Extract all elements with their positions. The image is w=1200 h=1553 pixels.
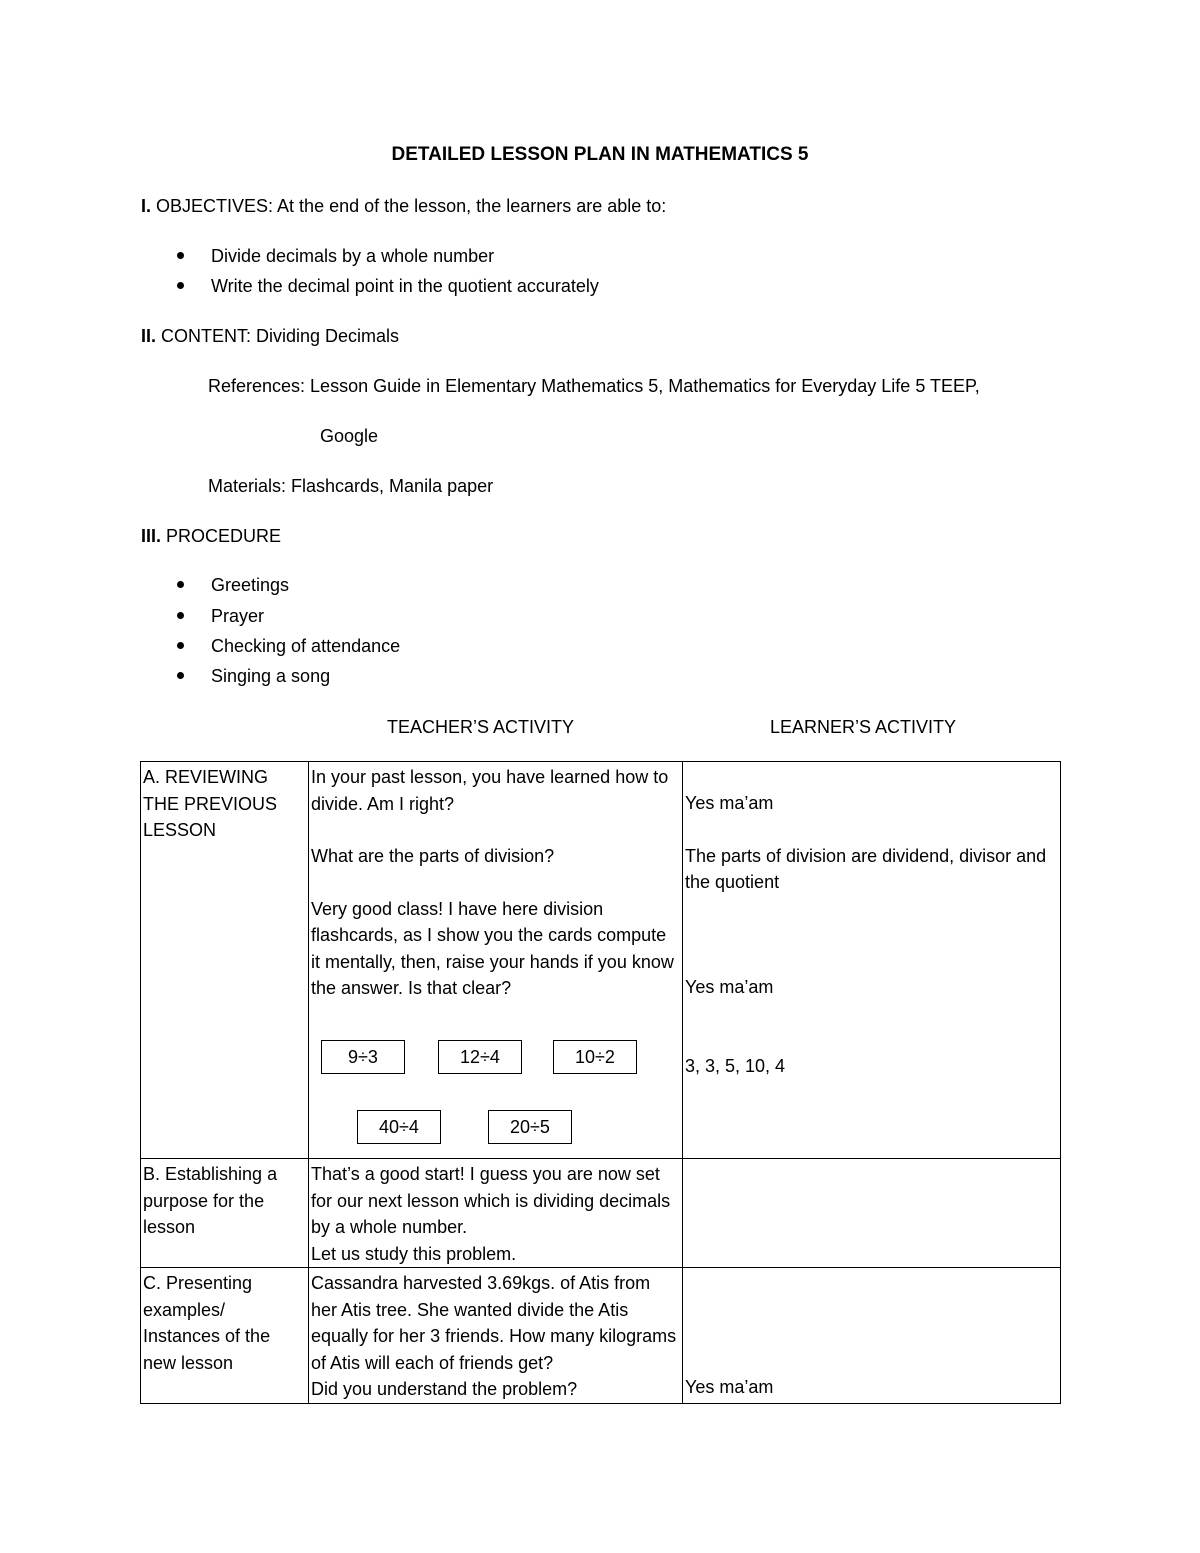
procedure-text: PROCEDURE <box>161 526 282 546</box>
procedure-heading <box>141 523 281 549</box>
row-label: A. REVIEWING THE PREVIOUS LESSON <box>141 762 309 1159</box>
teacher-text: Cassandra harvested 3.69kgs. of Atis from her Atis tree. She wanted divide the Atis equally for her 3 friends. How many kilograms of Atis will each of friends get? <box>311 1273 677 1373</box>
flashcard: 9÷3 <box>321 1040 405 1074</box>
objectives-numeral: I. <box>141 196 152 216</box>
procedure-item: Checking of attendance <box>211 636 401 656</box>
flashcard: 20÷5 <box>488 1110 572 1144</box>
lesson-table <box>140 761 1061 1404</box>
content-numeral: II. <box>141 326 157 346</box>
objectives-heading <box>141 193 666 219</box>
procedure-item: Greetings <box>211 575 290 595</box>
flashcard: 10÷2 <box>553 1040 637 1074</box>
teacher-text: What are the parts of division? <box>311 846 555 866</box>
references: References: Lesson Guide in Elementary Mathematics 5, Mathematics for Everyday Life 5 TEEP, <box>208 376 980 396</box>
teacher-activity-heading: TEACHER’S ACTIVITY <box>387 717 575 737</box>
objectives-text: OBJECTIVES: At the end of the lesson, the learners are able to: <box>151 196 667 216</box>
bullet-icon <box>177 581 184 588</box>
procedure-item: Prayer <box>211 606 265 626</box>
bullet-icon <box>177 282 184 289</box>
learner-text: The parts of division are dividend, divisor and the quotient <box>685 845 1047 892</box>
teacher-cell <box>309 762 683 1159</box>
bullet-icon <box>177 672 184 679</box>
flashcard: 12÷4 <box>438 1040 522 1074</box>
materials: Materials: Flashcards, Manila paper <box>208 476 494 496</box>
learner-text: Yes ma’am <box>685 1377 774 1397</box>
table-row <box>141 762 1061 1159</box>
flashcard: 40÷4 <box>357 1110 441 1144</box>
objective-item: Divide decimals by a whole number <box>211 246 495 266</box>
page-title: DETAILED LESSON PLAN IN MATHEMATICS 5 <box>391 144 809 165</box>
teacher-text: Did you understand the problem? <box>311 1379 578 1399</box>
objective-item: Write the decimal point in the quotient accurately <box>211 276 599 296</box>
bullet-icon <box>177 642 184 649</box>
teacher-text: Let us study this problem. <box>311 1243 517 1264</box>
learner-cell <box>683 762 1061 1159</box>
table-row <box>141 1159 1061 1268</box>
bullet-icon <box>177 612 184 619</box>
learner-text: 3, 3, 5, 10, 4 <box>685 1056 786 1076</box>
row-label: C. Presenting examples/ Instances of the new lesson <box>141 1268 309 1404</box>
procedure-item: Singing a song <box>211 666 331 686</box>
procedure-numeral: III. <box>141 526 162 546</box>
bullet-icon <box>177 252 184 259</box>
table-row <box>141 1268 1061 1404</box>
learner-text: Yes ma’am <box>685 793 774 813</box>
teacher-cell <box>309 1159 683 1268</box>
learner-activity-heading: LEARNER’S ACTIVITY <box>770 717 957 737</box>
learner-cell <box>683 1159 1061 1268</box>
teacher-cell <box>309 1268 683 1404</box>
learner-cell <box>683 1268 1061 1404</box>
teacher-text: In your past lesson, you have learned how to divide. Am I right? <box>311 767 669 814</box>
teacher-text: That’s a good start! I guess you are now set for our next lesson which is dividing decimals by a whole number. <box>311 1164 671 1237</box>
references-continued: Google <box>320 426 379 446</box>
content-text: CONTENT: Dividing Decimals <box>156 326 400 346</box>
learner-text: Yes ma’am <box>685 976 774 997</box>
content-heading <box>141 323 399 349</box>
row-label: B. Establishing a purpose for the lesson <box>141 1159 309 1268</box>
teacher-text: Very good class! I have here division flashcards, as I show you the cards compute it mentally, then, raise your hands if you know the answer. Is that clear? <box>311 898 674 998</box>
